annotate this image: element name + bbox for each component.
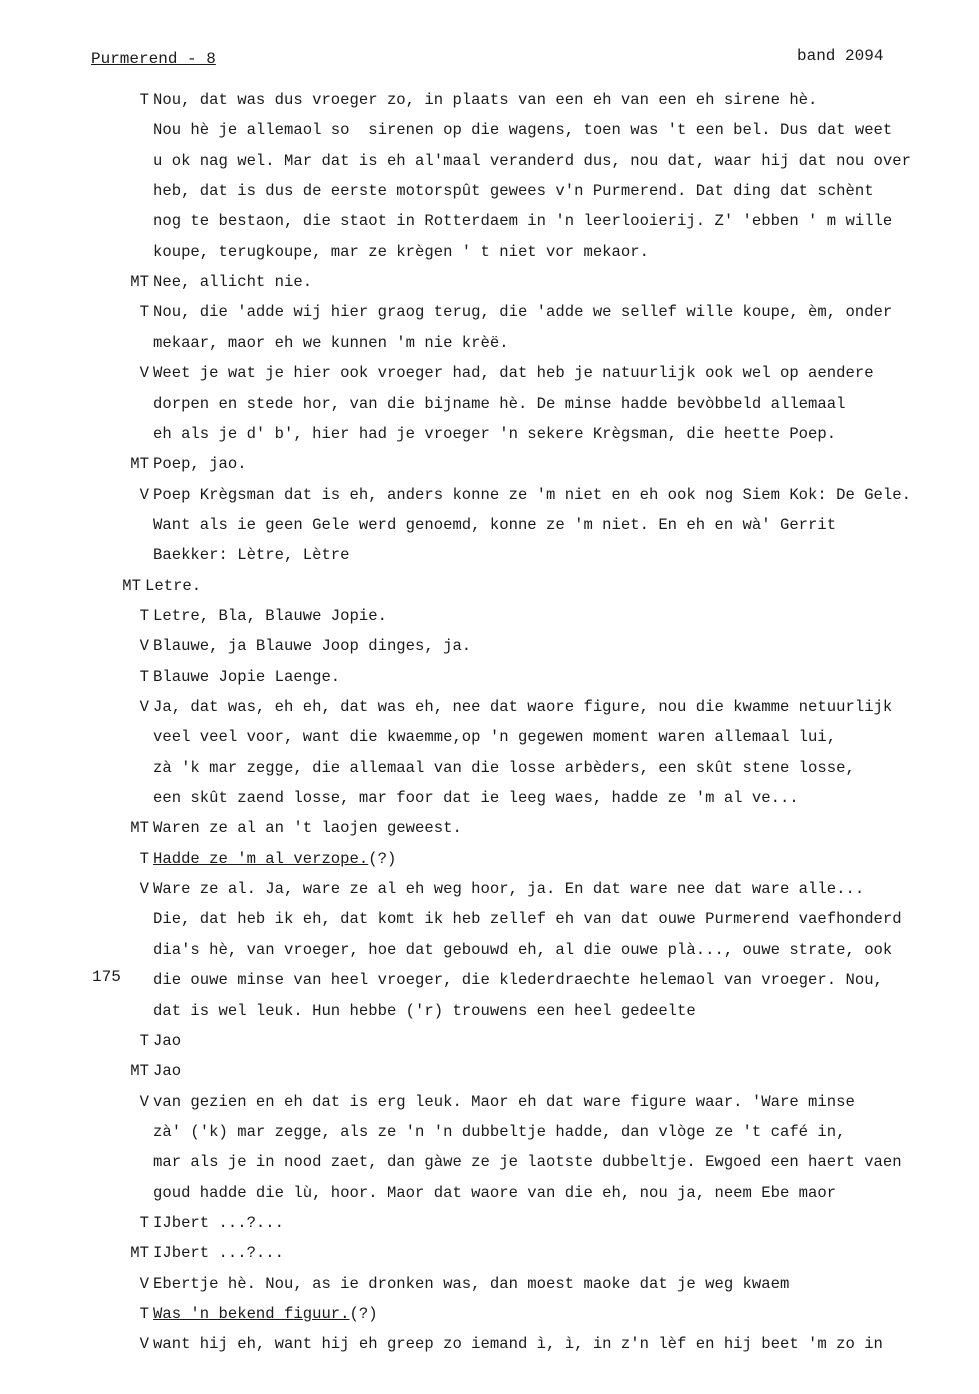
transcript-line [153,819,462,837]
transcript-line [153,880,864,898]
transcript-line [153,1002,696,1020]
transcript-line [153,516,836,534]
transcript-line [153,698,892,716]
transcript-line [153,182,874,200]
transcript-line [153,1244,284,1262]
transcript-line-text: van gezien en eh dat is erg leuk. Maor eh dat ware figure waar. 'Ware minse [153,1093,855,1111]
speaker-label: MT [130,1062,149,1080]
transcript-line-text: heb, dat is dus de eerste motorspût gewees v'n Purmerend. Dat ding dat schènt [153,182,874,200]
speaker-label: V [139,1093,149,1111]
transcript-line-text: u ok nag wel. Mar dat is eh al'maal veranderd dus, nou dat, waar hij dat nou over [153,152,911,170]
transcript-line-text: Ja, dat was, eh eh, dat was eh, nee dat waore figure, nou die kwamme netuurlijk [153,698,893,716]
transcript-line [153,395,845,413]
transcript-line-text: Was 'n bekend figuur. [153,1305,350,1323]
transcript-line [153,1123,845,1141]
transcript-line [153,1275,789,1293]
transcript-line [153,364,874,382]
speaker-label: MT [130,455,149,473]
transcript-line [153,243,649,261]
transcript-line-text: Poep, jao. [153,455,247,473]
speaker-label: V [139,1335,149,1353]
transcript-line [153,1214,284,1232]
speaker-label: V [139,698,149,716]
speaker-label: MT [130,273,149,291]
speaker-label: T [139,303,149,321]
transcript-line [153,1032,181,1050]
transcript-line-text: want hij eh, want hij eh greep zo iemand ì, ì, in z'n lèf en hij beet 'm zo in [153,1335,883,1353]
transcript-line [153,668,340,686]
transcript-line-text: eh als je d' b', hier had je vroeger 'n sekere Krègsman, die heette Poep. [153,425,837,443]
speaker-label: T [139,607,149,625]
speaker-label: V [139,364,149,382]
transcript-line-text: Jao [153,1062,182,1080]
transcript-line-text: Nou hè je allemaol so sirenen op die wagens, toen was 't een bel. Dus dat weet [153,121,893,139]
transcript-line-text: Baekker: Lètre, Lètre [153,546,350,564]
speaker-label: MT [122,577,141,595]
transcript-line [153,637,471,655]
speaker-label: MT [130,819,149,837]
transcript-line-text: mar als je in nood zaet, dan gàwe ze je laotste dubbeltje. Ewgoed een haert vaen [153,1153,902,1171]
transcript-line-text: Nou, dat was dus vroeger zo, in plaats van een eh van een eh sirene hè. [153,91,818,109]
transcript-line [153,546,350,564]
speaker-label: MT [130,1244,149,1262]
transcript-line-text: dat is wel leuk. Hun hebbe ('r) trouwens een heel gedeelte [153,1002,696,1020]
transcript-line [153,850,396,868]
speaker-label: T [139,1305,149,1323]
transcript-line-text: zà 'k mar zegge, die allemaal van die losse arbèders, een skût stene losse, [153,759,855,777]
uncertain-marker: (?) [349,1305,378,1323]
transcript-line [153,1184,836,1202]
transcript-line-text: Weet je wat je hier ook vroeger had, dat heb je natuurlijk ook wel op aendere [153,364,874,382]
transcript-line [153,1093,855,1111]
transcript-line-text: zà' ('k) mar zegge, als ze 'n 'n dubbeltje hadde, dan vlòge ze 't café in, [153,1123,846,1141]
transcript-line [153,303,892,321]
transcript-line-text: goud hadde die lù, hoor. Maor dat waore van die eh, nou ja, neem Ebe maor [153,1184,837,1202]
header-band-number: band 2094 [797,47,884,65]
speaker-label: T [139,1032,149,1050]
speaker-label: V [139,637,149,655]
speaker-label: V [139,1275,149,1293]
transcript-line [153,1305,378,1323]
speaker-label: T [139,1214,149,1232]
transcript-line [153,728,836,746]
uncertain-marker: (?) [368,850,397,868]
speaker-label: V [139,486,149,504]
transcript-line [153,212,892,230]
transcript-line-text: IJbert ...?... [153,1244,285,1262]
transcript-line-text: Nee, allicht nie. [153,273,313,291]
transcript-line-text: Poep Krègsman dat is eh, anders konne ze 'm niet en eh ook nog Siem Kok: De Gele. [153,486,911,504]
transcript-line [153,971,883,989]
transcript-line-text: nog te bestaon, die staot in Rotterdaem in 'n leerlooierij. Z' 'ebben ' m wille [153,212,893,230]
transcript-line-text: dorpen en stede hor, van die bijname hè. De minse hadde bevòbbeld allemaal [153,395,846,413]
speaker-label: T [139,91,149,109]
transcript-line [153,273,312,291]
transcript-line [153,91,817,109]
speaker-label: T [139,850,149,868]
transcript-line-text: Jao [153,1032,182,1050]
transcript-line [153,1153,902,1171]
transcript-line [153,759,855,777]
transcript-line-text: Waren ze al an 't laojen geweest. [153,819,462,837]
transcript-line [153,607,387,625]
transcript-line-text: koupe, terugkoupe, mar ze krègen ' t niet vor mekaor. [153,243,649,261]
transcript-line-text: Want als ie geen Gele werd genoemd, konne ze 'm niet. En eh en wà' Gerrit [153,516,837,534]
transcript-line-text: Letre, Bla, Blauwe Jopie. [153,607,387,625]
transcript-line-text: dia's hè, van vroeger, hoe dat gebouwd eh, al die ouwe plà..., ouwe strate, ook [153,941,893,959]
speaker-label: T [139,668,149,686]
transcript-line [153,910,902,928]
transcript-line [153,486,911,504]
transcript-line-text: Ware ze al. Ja, ware ze al eh weg hoor, ja. En dat ware nee dat ware alle... [153,880,865,898]
transcript-line-text: mekaar, maor eh we kunnen 'm nie krèë. [153,334,509,352]
transcript-line-text: Ebertje hè. Nou, as ie dronken was, dan moest maoke dat je weg kwaem [153,1275,790,1293]
margin-line-number: 175 [92,968,121,986]
transcript-line-text: Letre. [145,577,202,595]
transcript-line [153,121,892,139]
transcript-line [145,577,201,595]
transcript-line-text: die ouwe minse van heel vroeger, die klederdraechte helemaol van vroeger. Nou, [153,971,883,989]
transcript-line [153,1335,883,1353]
transcript-line-text: Blauwe Jopie Laenge. [153,668,341,686]
transcript-line [153,334,509,352]
speaker-label: V [139,880,149,898]
transcript-line [153,152,911,170]
transcript-line [153,425,836,443]
transcript-line-text: een skût zaend losse, mar foor dat ie leeg waes, hadde ze 'm al ve... [153,789,799,807]
transcript-line-text: IJbert ...?... [153,1214,285,1232]
transcript-line [153,455,247,473]
transcript-line-text: Hadde ze 'm al verzope. [153,850,369,868]
transcript-line [153,941,892,959]
transcript-line-text: Die, dat heb ik eh, dat komt ik heb zellef eh van dat ouwe Purmerend vaefhonderd [153,910,902,928]
transcript-line-text: veel veel voor, want die kwaemme,op 'n gegewen moment waren allemaal lui, [153,728,837,746]
transcript-line [153,789,799,807]
header-title: Purmerend - 8 [91,50,216,68]
transcript-line [153,1062,181,1080]
transcript-line-text: Nou, die 'adde wij hier graog terug, die 'adde we sellef wille koupe, èm, onder [153,303,893,321]
transcript-line-text: Blauwe, ja Blauwe Joop dinges, ja. [153,637,472,655]
